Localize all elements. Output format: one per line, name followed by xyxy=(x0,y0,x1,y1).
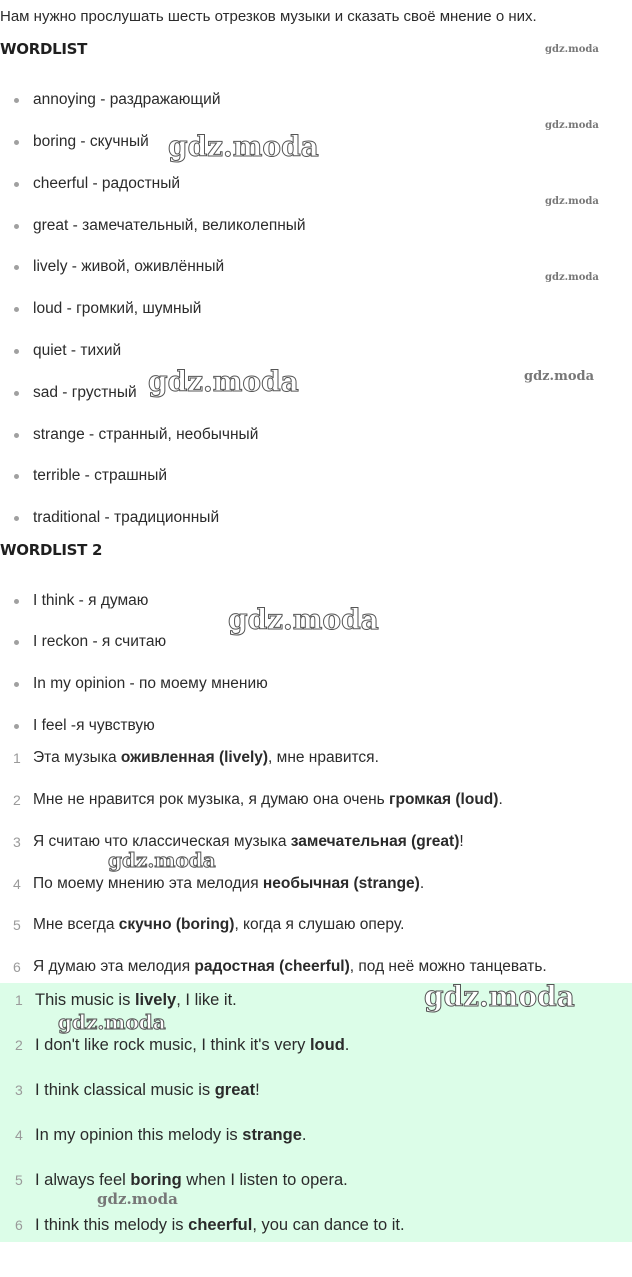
bullet-icon xyxy=(14,433,19,438)
watermark: gdz.moda xyxy=(97,1190,178,1208)
bullet-icon xyxy=(14,98,19,103)
bullet-icon xyxy=(14,391,19,396)
watermark: gdz.moda xyxy=(545,120,599,131)
bullet-icon xyxy=(14,682,19,687)
watermark: gdz.moda xyxy=(545,44,599,55)
watermark: gdz.moda xyxy=(58,1010,166,1034)
watermark: gdz.moda xyxy=(168,130,319,163)
watermark: gdz.moda xyxy=(228,603,379,636)
watermark: gdz.moda xyxy=(108,848,216,872)
wordlist-heading: WORDLIST xyxy=(0,40,88,58)
bullet-icon xyxy=(14,724,19,729)
bullet-icon xyxy=(14,224,19,229)
bullet-icon xyxy=(14,599,19,604)
watermark: gdz.moda xyxy=(545,196,599,207)
wordlist2-heading: WORDLIST 2 xyxy=(0,541,103,559)
answer-box: 1 This music is lively, I like it. 2 I don't like rock music, I think it's very loud. 3 I think classical music is great! 4 In my opinion this melody is strange. 5 I always feel boring when I listen to opera. 6 I think this melody is cheerful, you can dance to it. xyxy=(0,983,632,1242)
bullet-icon xyxy=(14,349,19,354)
watermark: gdz.moda xyxy=(424,980,575,1013)
bullet-icon xyxy=(14,140,19,145)
intro-text: Нам нужно прослушать шесть отрезков музыки и сказать своё мнение о них. xyxy=(0,8,537,25)
bullet-icon xyxy=(14,474,19,479)
bullet-icon xyxy=(14,640,19,645)
watermark: gdz.moda xyxy=(545,272,599,283)
bullet-icon xyxy=(14,516,19,521)
bullet-icon xyxy=(14,265,19,270)
bullet-icon xyxy=(14,307,19,312)
watermark: gdz.moda xyxy=(524,369,595,384)
bullet-icon xyxy=(14,182,19,187)
watermark: gdz.moda xyxy=(148,365,299,398)
